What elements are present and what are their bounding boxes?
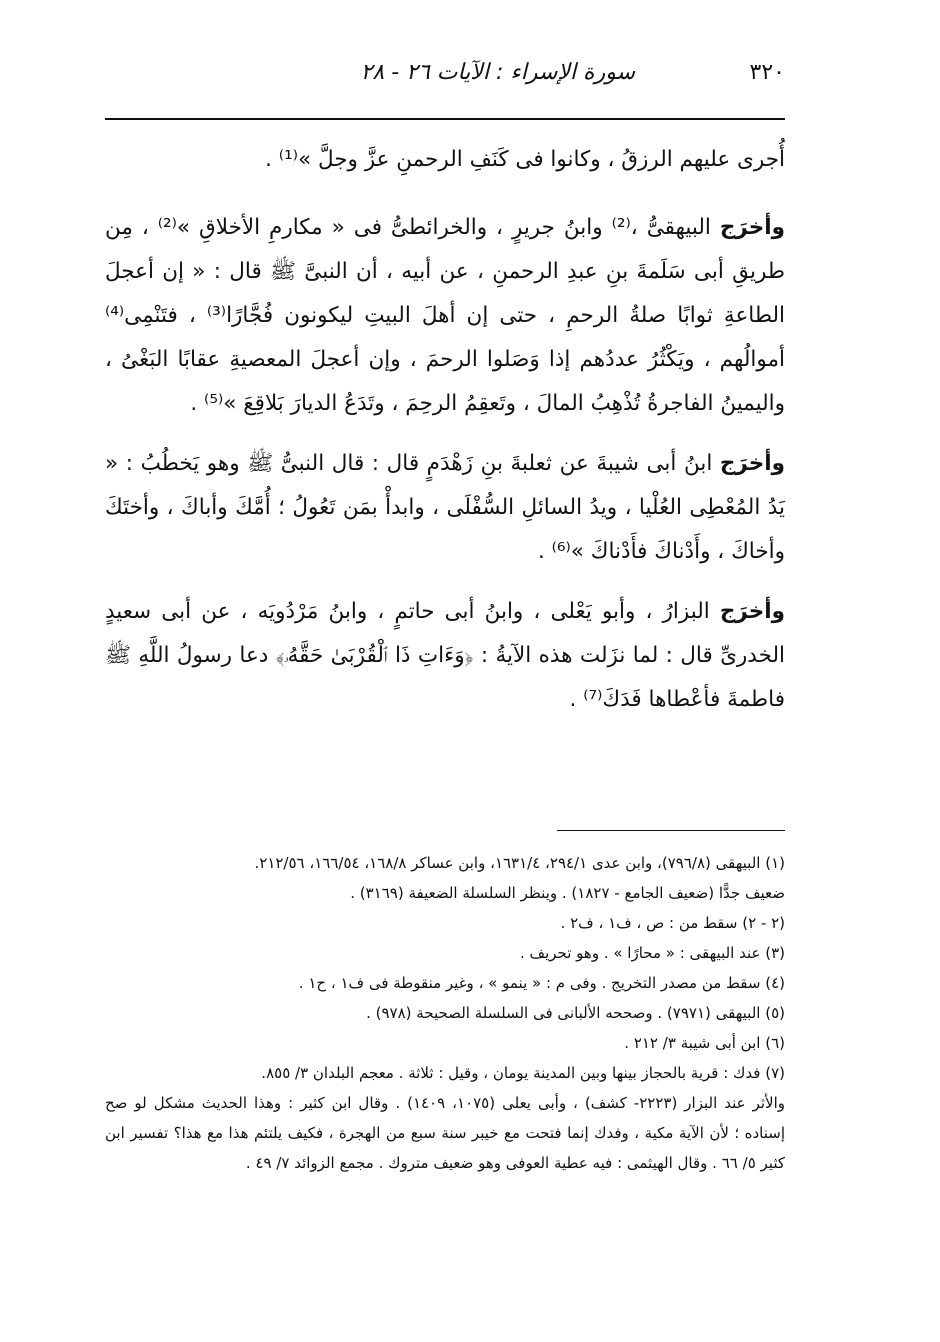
footnote-3: (٣) عند البيهقى : « محارًا » . وهو تحريف . bbox=[520, 944, 785, 962]
footnote-2: (٢ - ٢) سقط من : ص ، ف١ ، ف٢ . bbox=[560, 914, 785, 932]
paragraph-2-text: البيهقىُّ ،⁽²⁾ وابنُ جريرٍ ، والخرائطىُّ فى « مكارمِ الأخلاقِ »⁽²⁾ ، مِن طريقِ أبى سَلَمةَ بنِ عبدِ الرحمنِ ، عن أبيه ، أن النبىَّ ﷺ قال : « إن أعجلَ الطاعةِ ثوابًا صلةُ الرحمِ ، حتى إن أهلَ البيتِ ليكونون فُجَّارًا⁽³⁾ ، فتَنْمِى⁽⁴⁾ أموالُهم ، ويَكْثُرُ عددُهم إذا وَصَلوا الرحمَ ، وإن أعجلَ المعصيةِ عقابًا البَغْىُ ، واليمينُ الفاجرةُ تُذْهِبُ المالَ ، وتَعقِمُ الرحِمَ ، وتَدَعُ الديارَ بَلاقِعَ »⁽⁵⁾ . bbox=[105, 215, 785, 416]
paragraph-4-text: البزارُ ، وأبو يَعْلى ، وابنُ أبى حاتمٍ ، وابنُ مَرْدُويَه ، عن أبى سعيدٍ الخدرىِّ قال : لما نزَلت هذه الآيةُ : ﴿وَءَاتِ ذَا ٱلْقُرْبَىٰ حَقَّهُۥ﴾ دعا رسولُ اللَّهِ ﷺ فاطمةَ فأعْطاها فَدَكَ⁽⁷⁾ . bbox=[105, 599, 785, 712]
paragraph-3-lead: وأخرَج bbox=[719, 451, 785, 476]
footnote-6: (٦) ابن أبى شيبة ٣/ ٢١٢ . bbox=[624, 1034, 785, 1052]
chapter-title: سورة الإسراء : الآيات ٢٦ - ٢٨ bbox=[360, 60, 635, 85]
footnote-5: (٥) البيهقى (٧٩٧١) . وصححه الألبانى فى السلسلة الصحيحة (٩٧٨) . bbox=[366, 1004, 785, 1022]
page-number: ٣٢٠ bbox=[749, 60, 785, 85]
footnote-1-continuation: ضعيف جدًّا (ضعيف الجامع - ١٨٢٧) . وينظر السلسلة الضعيفة (٣١٦٩) . bbox=[350, 884, 785, 902]
paragraph-3 bbox=[105, 442, 785, 574]
paragraph-2-lead: وأخرَج bbox=[719, 215, 785, 240]
footnotes bbox=[105, 848, 785, 1178]
footnote-4: (٤) سقط من مصدر التخريج . وفى م : « ينمو » ، وغير منقوطة فى ف١ ، ح١ . bbox=[298, 974, 785, 992]
footnote-7-note: والأثر عند البزار (٢٢٢٣- كشف) ، وأبى يعلى (١٠٧٥، ١٤٠٩) . وقال ابن كثير : وهذا الحديث مشكل لو صح إسناده ؛ لأن الآية مكية ، وفدك إنما فتحت مع خيبر سنة سبع من الهجرة ، فكيف يلتئم هذا مع هذا؟ تفسير ابن كثير ٥/ ٦٦ . وقال الهيثمى : فيه عطية العوفى وهو ضعيف متروك . مجمع الزوائد ٧/ ٤٩ . bbox=[105, 1094, 785, 1172]
footnote-7: (٧) فدك : قرية بالحجاز بينها وبين المدينة يومان ، وقيل : ثلاثة . معجم البلدان ٣/ ٨٥٥. bbox=[261, 1064, 785, 1082]
running-header bbox=[105, 58, 785, 94]
footnote-separator bbox=[557, 830, 785, 831]
header-rule bbox=[105, 118, 785, 120]
paragraph-2 bbox=[105, 206, 785, 426]
paragraph-3-text: ابنُ أبى شيبةَ عن ثعلبةَ بنِ زَهْدَمٍ قال : قال النبىُّ ﷺ وهو يَخطُبُ : « يَدُ المُعْطِى العُلْيا ، ويدُ السائلِ السُّفْلَى ، وابدأْ بمَن تَعُولُ ؛ أُمَّكَ وأباكَ ، وأختَكَ وأخاكَ ، وأَدْناكَ فأَدْناكَ »⁽⁶⁾ . bbox=[105, 451, 785, 564]
main-text bbox=[105, 138, 785, 738]
book-page bbox=[105, 58, 785, 1172]
footnote-1: (١) البيهقى (٧٩٦/٨)، وابن عدى ٢٩٤/١، ١٦٣١/٤، وابن عساكر ١٦٨/٨، ١٦٦/٥٤، ٢١٢/٥٦. bbox=[254, 854, 785, 872]
paragraph-4 bbox=[105, 590, 785, 722]
paragraph-1: أُجرى عليهم الرزقُ ، وكانوا فى كَنَفِ الرحمنِ عزَّ وجلَّ »⁽¹⁾ . bbox=[265, 147, 785, 172]
paragraph-4-lead: وأخرَج bbox=[719, 599, 785, 624]
